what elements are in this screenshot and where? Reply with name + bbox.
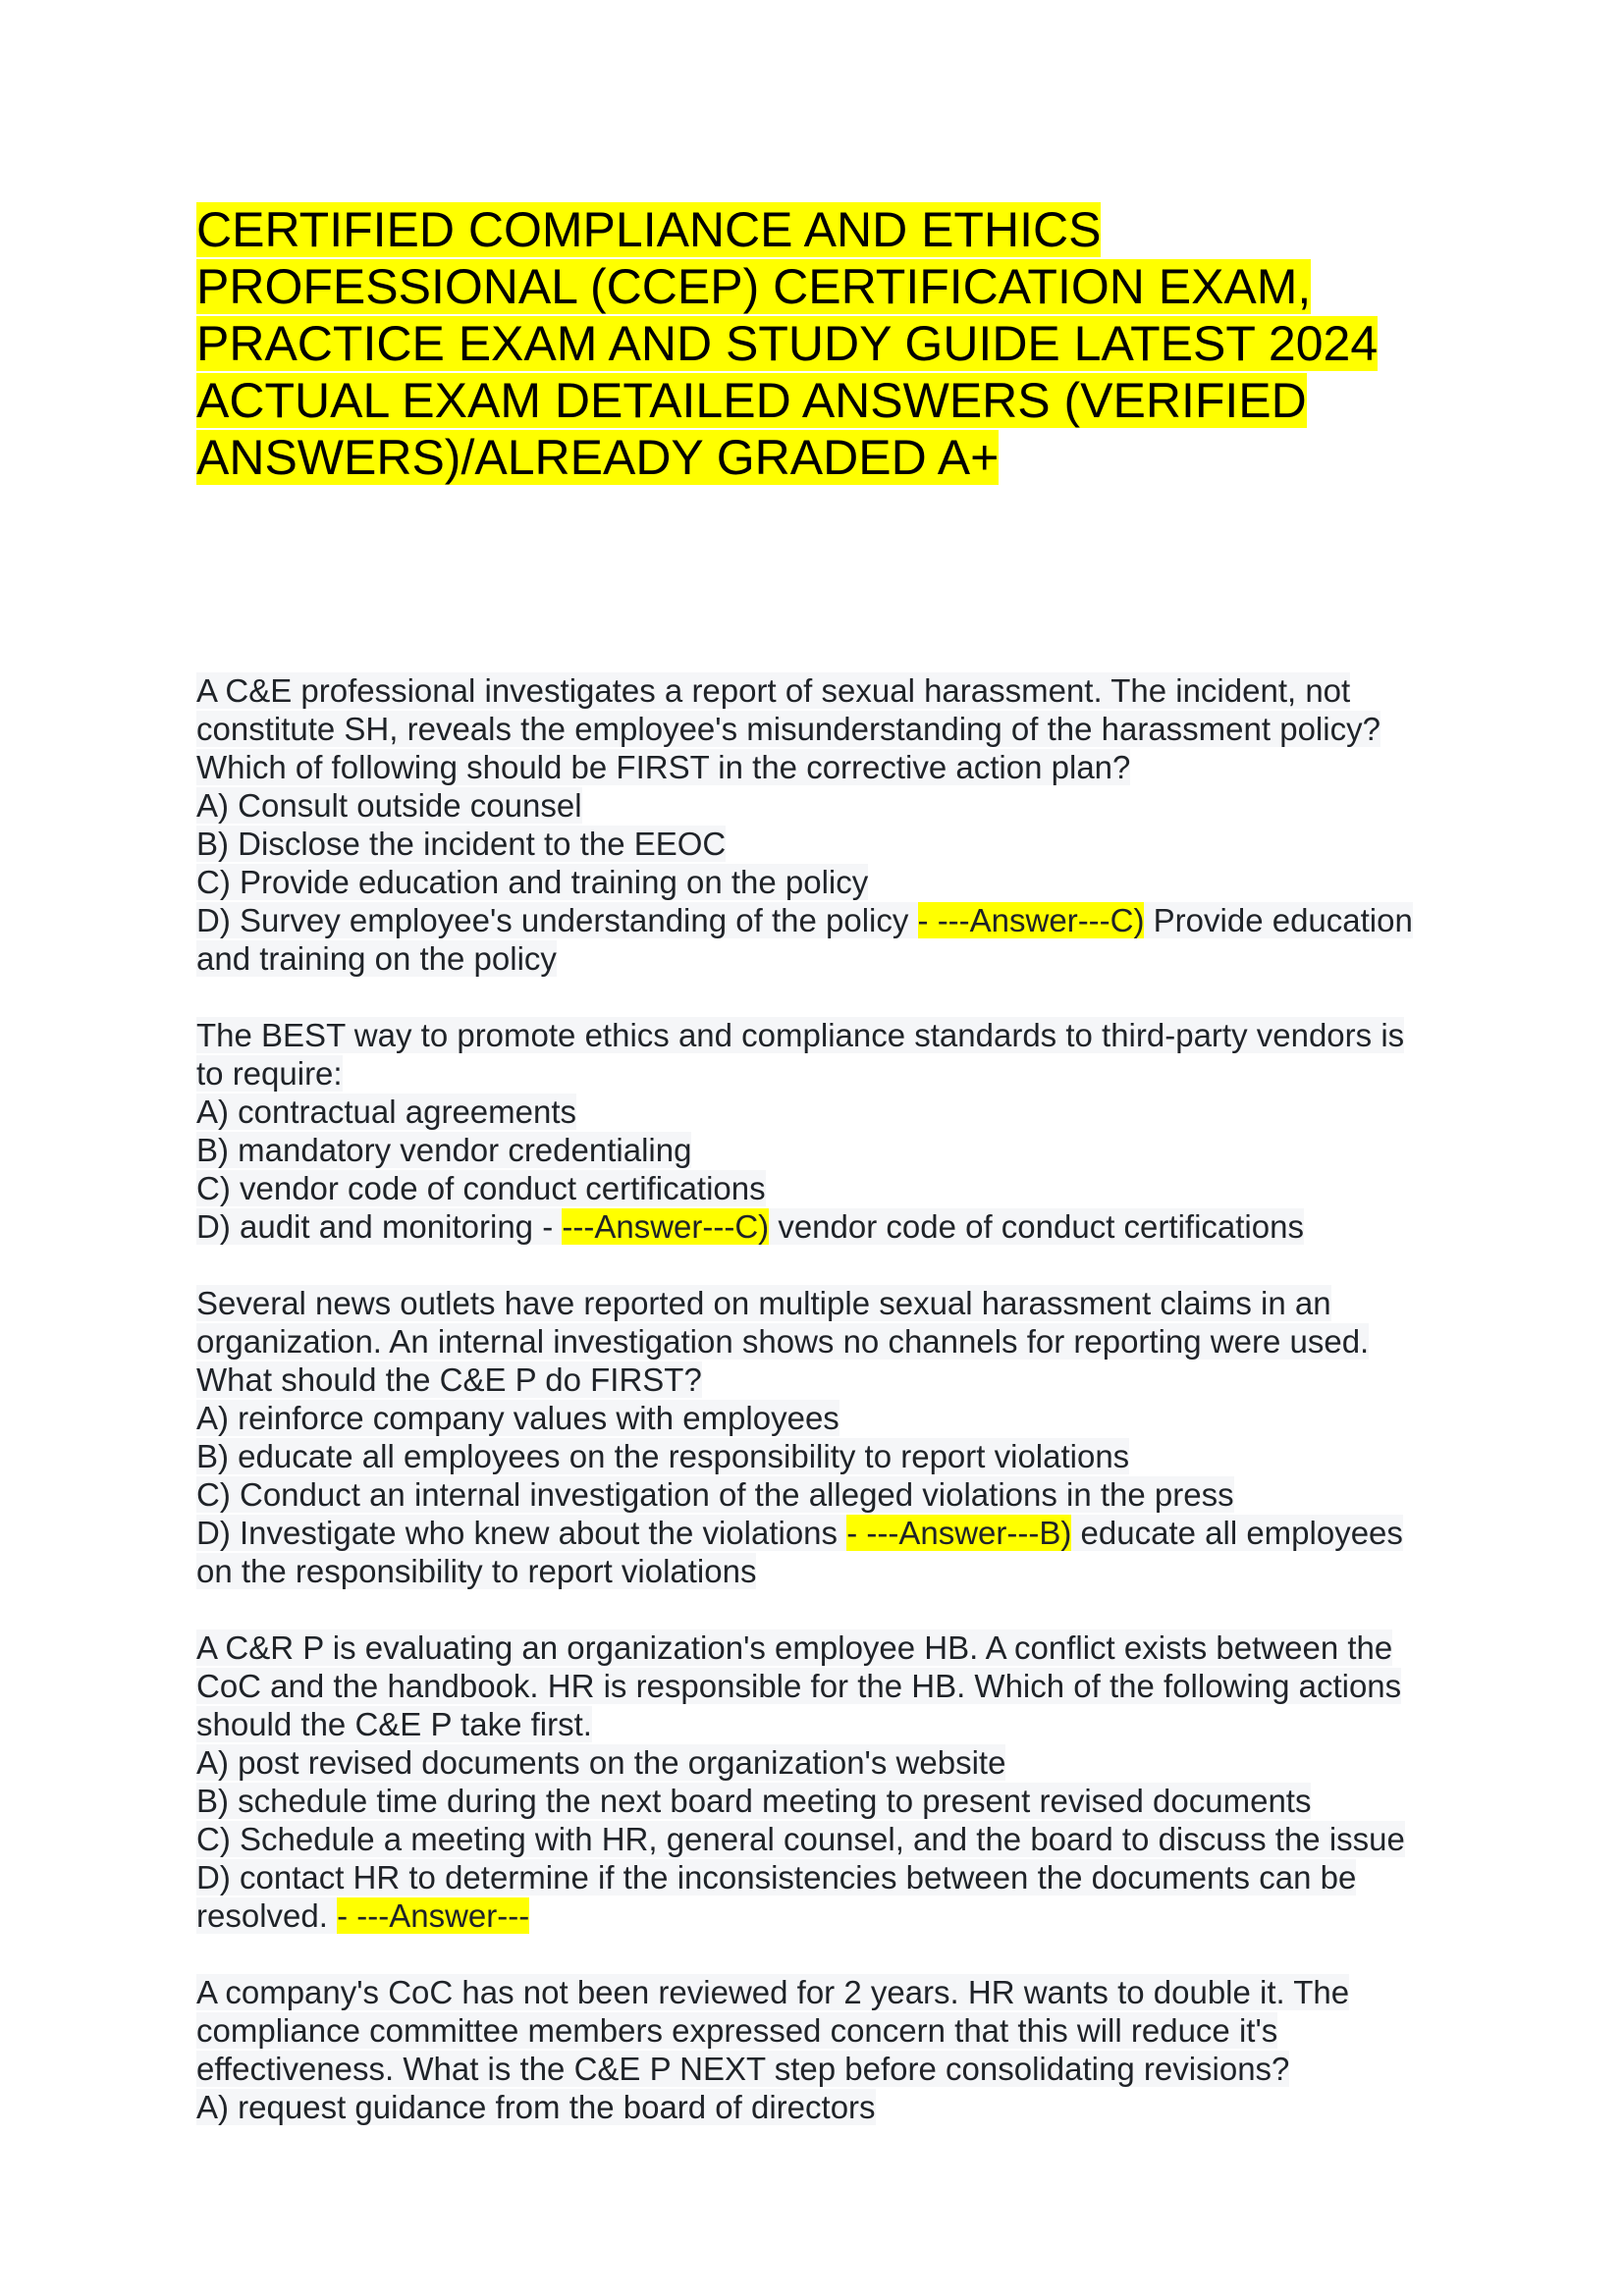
- question-block: [196, 1973, 1453, 2126]
- option-line: C) Schedule a meeting with HR, general counsel, and the board to discuss the issue: [196, 1821, 1405, 1857]
- question-line: A company's CoC has not been reviewed for 2 years. HR wants to double it. The: [196, 1974, 1350, 2010]
- answer-line: D) Survey employee's understanding of the policy - ---Answer---C) Provide education: [196, 902, 1413, 938]
- question-line: A C&R P is evaluating an organization's employee HB. A conflict exists between the: [196, 1629, 1393, 1666]
- question-block: [196, 671, 1453, 978]
- question-line: constitute SH, reveals the employee's misunderstanding of the harassment policy?: [196, 711, 1380, 747]
- option-line: B) mandatory vendor credentialing: [196, 1132, 692, 1168]
- question-line: should the C&E P take first.: [196, 1706, 592, 1742]
- title-line: ACTUAL EXAM DETAILED ANSWERS (VERIFIED: [196, 373, 1307, 428]
- question-line: What should the C&E P do FIRST?: [196, 1362, 702, 1398]
- question-line: CoC and the handbook. HR is responsible for the HB. Which of the following actions: [196, 1668, 1402, 1704]
- option-line: A) post revised documents on the organization's website: [196, 1744, 1006, 1781]
- question-line: effectiveness. What is the C&E P NEXT step before consolidating revisions?: [196, 2051, 1290, 2087]
- option-line: C) Provide education and training on the policy: [196, 864, 869, 900]
- title-line: PROFESSIONAL (CCEP) CERTIFICATION EXAM,: [196, 259, 1312, 314]
- answer-line: D) Investigate who knew about the violations - ---Answer---B) educate all employees: [196, 1515, 1403, 1551]
- question-line: Several news outlets have reported on multiple sexual harassment claims in an: [196, 1285, 1331, 1321]
- question-block: [196, 1016, 1453, 1246]
- option-line: D) contact HR to determine if the inconsistencies between the documents can be: [196, 1859, 1357, 1896]
- question-line: The BEST way to promote ethics and compliance standards to third-party vendors is: [196, 1017, 1405, 1053]
- option-line: A) contractual agreements: [196, 1094, 577, 1130]
- question-line: Which of following should be FIRST in the corrective action plan?: [196, 749, 1131, 785]
- title-line: CERTIFIED COMPLIANCE AND ETHICS: [196, 202, 1102, 257]
- option-line: C) vendor code of conduct certifications: [196, 1170, 766, 1206]
- option-line: C) Conduct an internal investigation of the alleged violations in the press: [196, 1476, 1234, 1513]
- answer-marker: - ---Answer---B): [846, 1515, 1072, 1551]
- question-line: to require:: [196, 1055, 343, 1092]
- question-block: [196, 1284, 1453, 1590]
- answer-line: and training on the policy: [196, 940, 557, 977]
- question-line: compliance committee members expressed concern that this will reduce it's: [196, 2012, 1278, 2049]
- answer-marker: - ---Answer---C): [917, 902, 1145, 938]
- answer-line: resolved. - ---Answer---: [196, 1897, 530, 1934]
- answer-line: D) audit and monitoring - ---Answer---C) vendor code of conduct certifications: [196, 1208, 1304, 1245]
- title-line: ANSWERS)/ALREADY GRADED A+: [196, 430, 1000, 485]
- question-list: [196, 671, 1453, 2164]
- answer-marker: - ---Answer---: [337, 1897, 530, 1934]
- option-line: A) Consult outside counsel: [196, 787, 582, 824]
- option-line: A) reinforce company values with employees: [196, 1400, 839, 1436]
- option-line: A) request guidance from the board of directors: [196, 2089, 876, 2125]
- document-title: [196, 201, 1434, 486]
- option-line: B) Disclose the incident to the EEOC: [196, 826, 727, 862]
- option-line: B) schedule time during the next board meeting to present revised documents: [196, 1783, 1312, 1819]
- answer-marker: ---Answer---C): [562, 1208, 770, 1245]
- question-block: [196, 1629, 1453, 1935]
- question-line: A C&E professional investigates a report of sexual harassment. The incident, not: [196, 672, 1351, 709]
- title-line: PRACTICE EXAM AND STUDY GUIDE LATEST 2024: [196, 316, 1379, 371]
- question-line: organization. An internal investigation shows no channels for reporting were used.: [196, 1323, 1370, 1360]
- option-line: B) educate all employees on the responsibility to report violations: [196, 1438, 1130, 1474]
- answer-line: on the responsibility to report violations: [196, 1553, 757, 1589]
